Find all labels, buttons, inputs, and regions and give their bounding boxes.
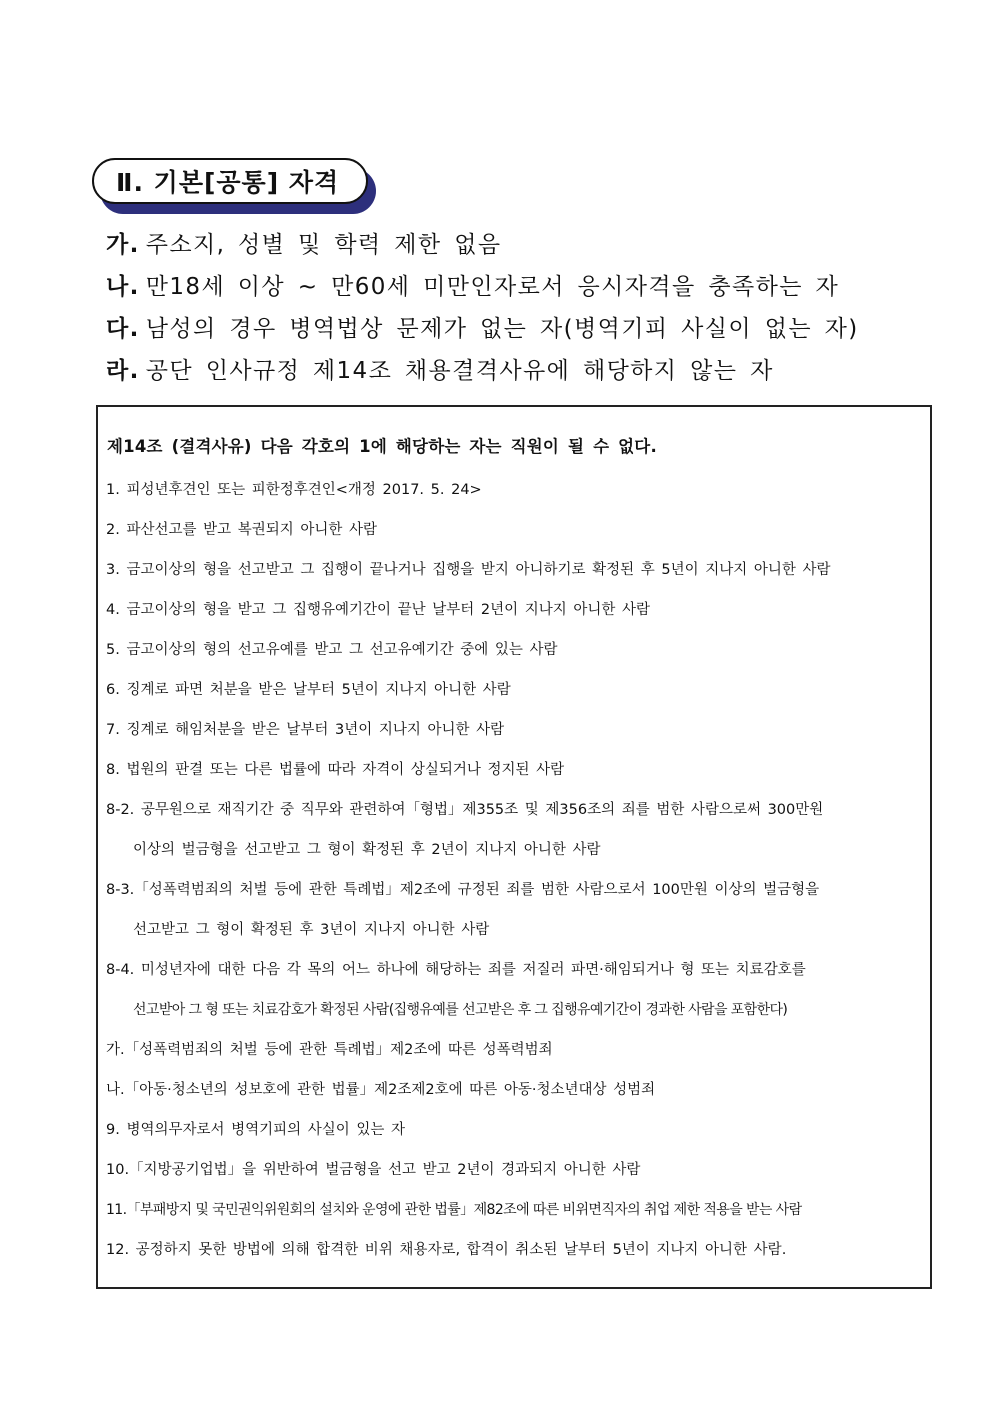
clause-item: 7. 징계로 해임처분을 받은 날부터 3년이 지나지 아니한 사람 <box>106 722 505 738</box>
requirement-text: 주소지, 성별 및 학력 제한 없음 <box>145 232 502 258</box>
clause-item: 1. 피성년후견인 또는 피한정후견인<개정 2017. 5. 24> <box>106 482 482 498</box>
disqualification-box <box>96 405 932 1289</box>
requirement-text: 만18세 이상 ~ 만60세 미만인자로서 응시자격을 충족하는 자 <box>145 274 840 300</box>
requirement-marker: 라. <box>106 358 140 384</box>
requirement-item <box>106 228 859 270</box>
clause-list <box>106 475 928 1275</box>
clause-item: 3. 금고이상의 형을 선고받고 그 집행이 끝나거나 집행을 받지 아니하기로 확정된 후 5년이 지나지 아니한 사람 <box>106 562 831 578</box>
clause-item: 8. 법원의 판결 또는 다른 법률에 따라 자격이 상실되거나 정지된 사람 <box>106 762 565 778</box>
requirement-text: 남성의 경우 병역법상 문제가 없는 자(병역기피 사실이 없는 자) <box>145 316 859 342</box>
clause-item: 4. 금고이상의 형을 받고 그 집행유예기간이 끝난 날부터 2년이 지나지 아니한 사람 <box>106 602 650 618</box>
requirement-item <box>106 270 859 312</box>
requirements-list <box>106 228 859 396</box>
clause-item: 6. 징계로 파면 처분을 받은 날부터 5년이 지나지 아니한 사람 <box>106 682 511 698</box>
requirement-item <box>106 354 859 396</box>
clause-continuation: 선고받아 그 형 또는 치료감호가 확정된 사람(집행유예를 선고받은 후 그 집행유예기간이 경과한 사람을 포함한다) <box>133 1002 788 1018</box>
section-heading <box>92 158 376 214</box>
clause-item: 8-3.「성폭력범죄의 처벌 등에 관한 특례법」제2조에 규정된 죄를 범한 사람으로서 100만원 이상의 벌금형을 <box>106 882 820 898</box>
requirement-marker: 가. <box>106 232 140 258</box>
clause-subitem: 나.「아동·청소년의 성보호에 관한 법률」제2조제2호에 따른 아동·청소년대상 성범죄 <box>106 1082 656 1098</box>
clause-item: 8-2. 공무원으로 재직기간 중 직무와 관련하여「형법」제355조 및 제356조의 죄를 범한 사람으로써 300만원 <box>106 802 824 818</box>
clause-subitem: 가.「성폭력범죄의 처벌 등에 관한 특례법」제2조에 따른 성폭력범죄 <box>106 1042 553 1058</box>
requirement-marker: 나. <box>106 274 140 300</box>
clause-item: 5. 금고이상의 형의 선고유예를 받고 그 선고유예기간 중에 있는 사람 <box>106 642 558 658</box>
clause-item: 8-4. 미성년자에 대한 다음 각 목의 어느 하나에 해당하는 죄를 저질러 파면·해임되거나 형 또는 치료감호를 <box>106 962 806 978</box>
clause-item: 10.「지방공기업법」을 위반하여 벌금형을 선고 받고 2년이 경과되지 아니한 사람 <box>106 1162 641 1178</box>
clause-item: 9. 병역의무자로서 병역기피의 사실이 있는 자 <box>106 1122 406 1138</box>
requirement-marker: 다. <box>106 316 140 342</box>
clause-item: 11.「부패방지 및 국민권익위원회의 설치와 운영에 관한 법률」제82조에 따른 비위면직자의 취업 제한 적용을 받는 사람 <box>106 1202 802 1218</box>
requirement-text: 공단 인사규정 제14조 채용결격사유에 해당하지 않는 자 <box>145 358 774 384</box>
requirement-item <box>106 312 859 354</box>
clause-continuation: 선고받고 그 형이 확정된 후 3년이 지나지 아니한 사람 <box>133 922 490 938</box>
clause-item: 12. 공정하지 못한 방법에 의해 합격한 비위 채용자로, 합격이 취소된 날부터 5년이 지나지 아니한 사람. <box>106 1242 787 1258</box>
clause-continuation: 이상의 벌금형을 선고받고 그 형이 확정된 후 2년이 지나지 아니한 사람 <box>133 842 601 858</box>
box-title: 제14조 (결격사유) 다음 각호의 1에 해당하는 자는 직원이 될 수 없다. <box>107 437 657 456</box>
clause-item: 2. 파산선고를 받고 복권되지 아니한 사람 <box>106 522 377 538</box>
section-title: Ⅱ. 기본[공통] 자격 <box>92 158 368 204</box>
